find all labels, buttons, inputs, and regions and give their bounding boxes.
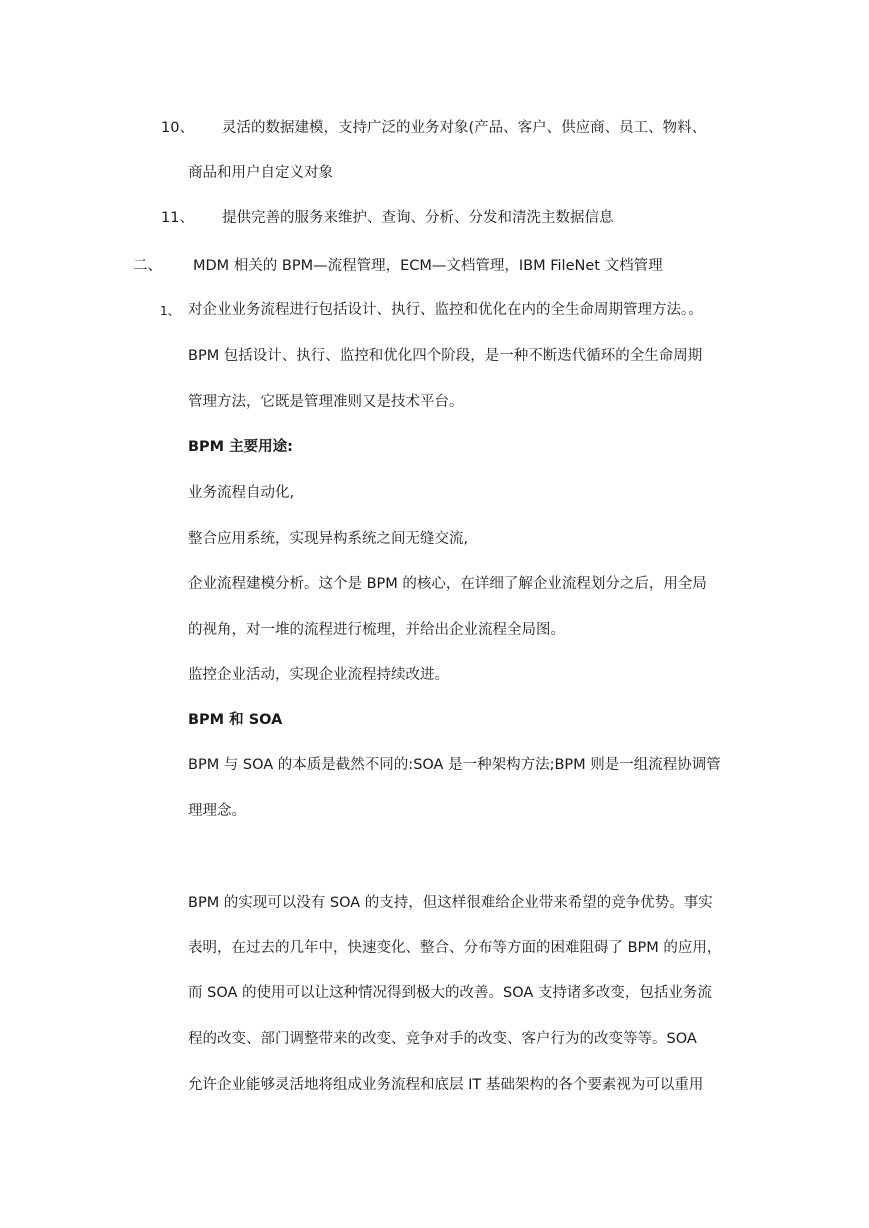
soa-para1-line2: 理理念。 [188,803,246,819]
use-item: 监控企业活动，实现企业流程持续改进。 [188,667,449,683]
soa-para2-line: 允许企业能够灵活地将组成业务流程和底层 IT 基础架构的各个要素视为可以重用 [188,1077,704,1093]
uses-heading: BPM 主要用途: [188,439,293,455]
use-item: 的视角，对一堆的流程进行梳理，并给出企业流程全局图。 [188,622,565,638]
soa-para1-line1: BPM 与 SOA 的本质是截然不同的:SOA 是一种架构方法;BPM 则是一组流程协调管 [188,757,721,773]
list-item-10-line2: 商品和用户自定义对象 [188,165,333,181]
list-number-11: 11、 [161,210,194,226]
list-item-10-line1: 灵活的数据建模，支持广泛的业务对象(产品、客户、供应商、员工、物料、 [222,120,707,136]
item-1-text: 对企业业务流程进行包括设计、执行、监控和优化在内的全生命周期管理方法。。 [188,302,703,318]
soa-para2-line: 程的改变、部门调整带来的改变、竞争对手的改变、客户行为的改变等等。SOA [188,1031,697,1047]
bpm-para-line2: 管理方法，它既是管理准则又是技术平台。 [188,394,464,410]
use-item: 企业流程建模分析。这个是 BPM 的核心，在详细了解企业流程划分之后，用全局 [188,576,707,592]
soa-para2-line: 表明，在过去的几年中，快速变化、整合、分布等方面的困难阻碍了 BPM 的应用， [188,940,722,956]
soa-para2-line: BPM 的实现可以没有 SOA 的支持，但这样很难给企业带来希望的竞争优势。事实 [188,895,713,911]
soa-para2-line: 而 SOA 的使用可以让这种情况得到极大的改善。SOA 支持诸多改变，包括业务流 [188,985,712,1001]
section-title: MDM 相关的 BPM—流程管理，ECM—文档管理，IBM FileNet 文档管理 [193,258,663,274]
soa-heading: BPM 和 SOA [188,712,283,728]
list-number-10: 10、 [161,120,194,136]
bpm-para-line1: BPM 包括设计、执行、监控和优化四个阶段，是一种不断迭代循环的全生命周期 [188,348,703,364]
item-number-1: 1、 [160,304,180,318]
section-number: 二、 [133,258,162,274]
use-item: 整合应用系统，实现异构系统之间无缝交流, [188,531,469,547]
list-item-11: 提供完善的服务来维护、查询、分析、分发和清洗主数据信息 [222,210,614,226]
use-item: 业务流程自动化, [188,485,295,501]
